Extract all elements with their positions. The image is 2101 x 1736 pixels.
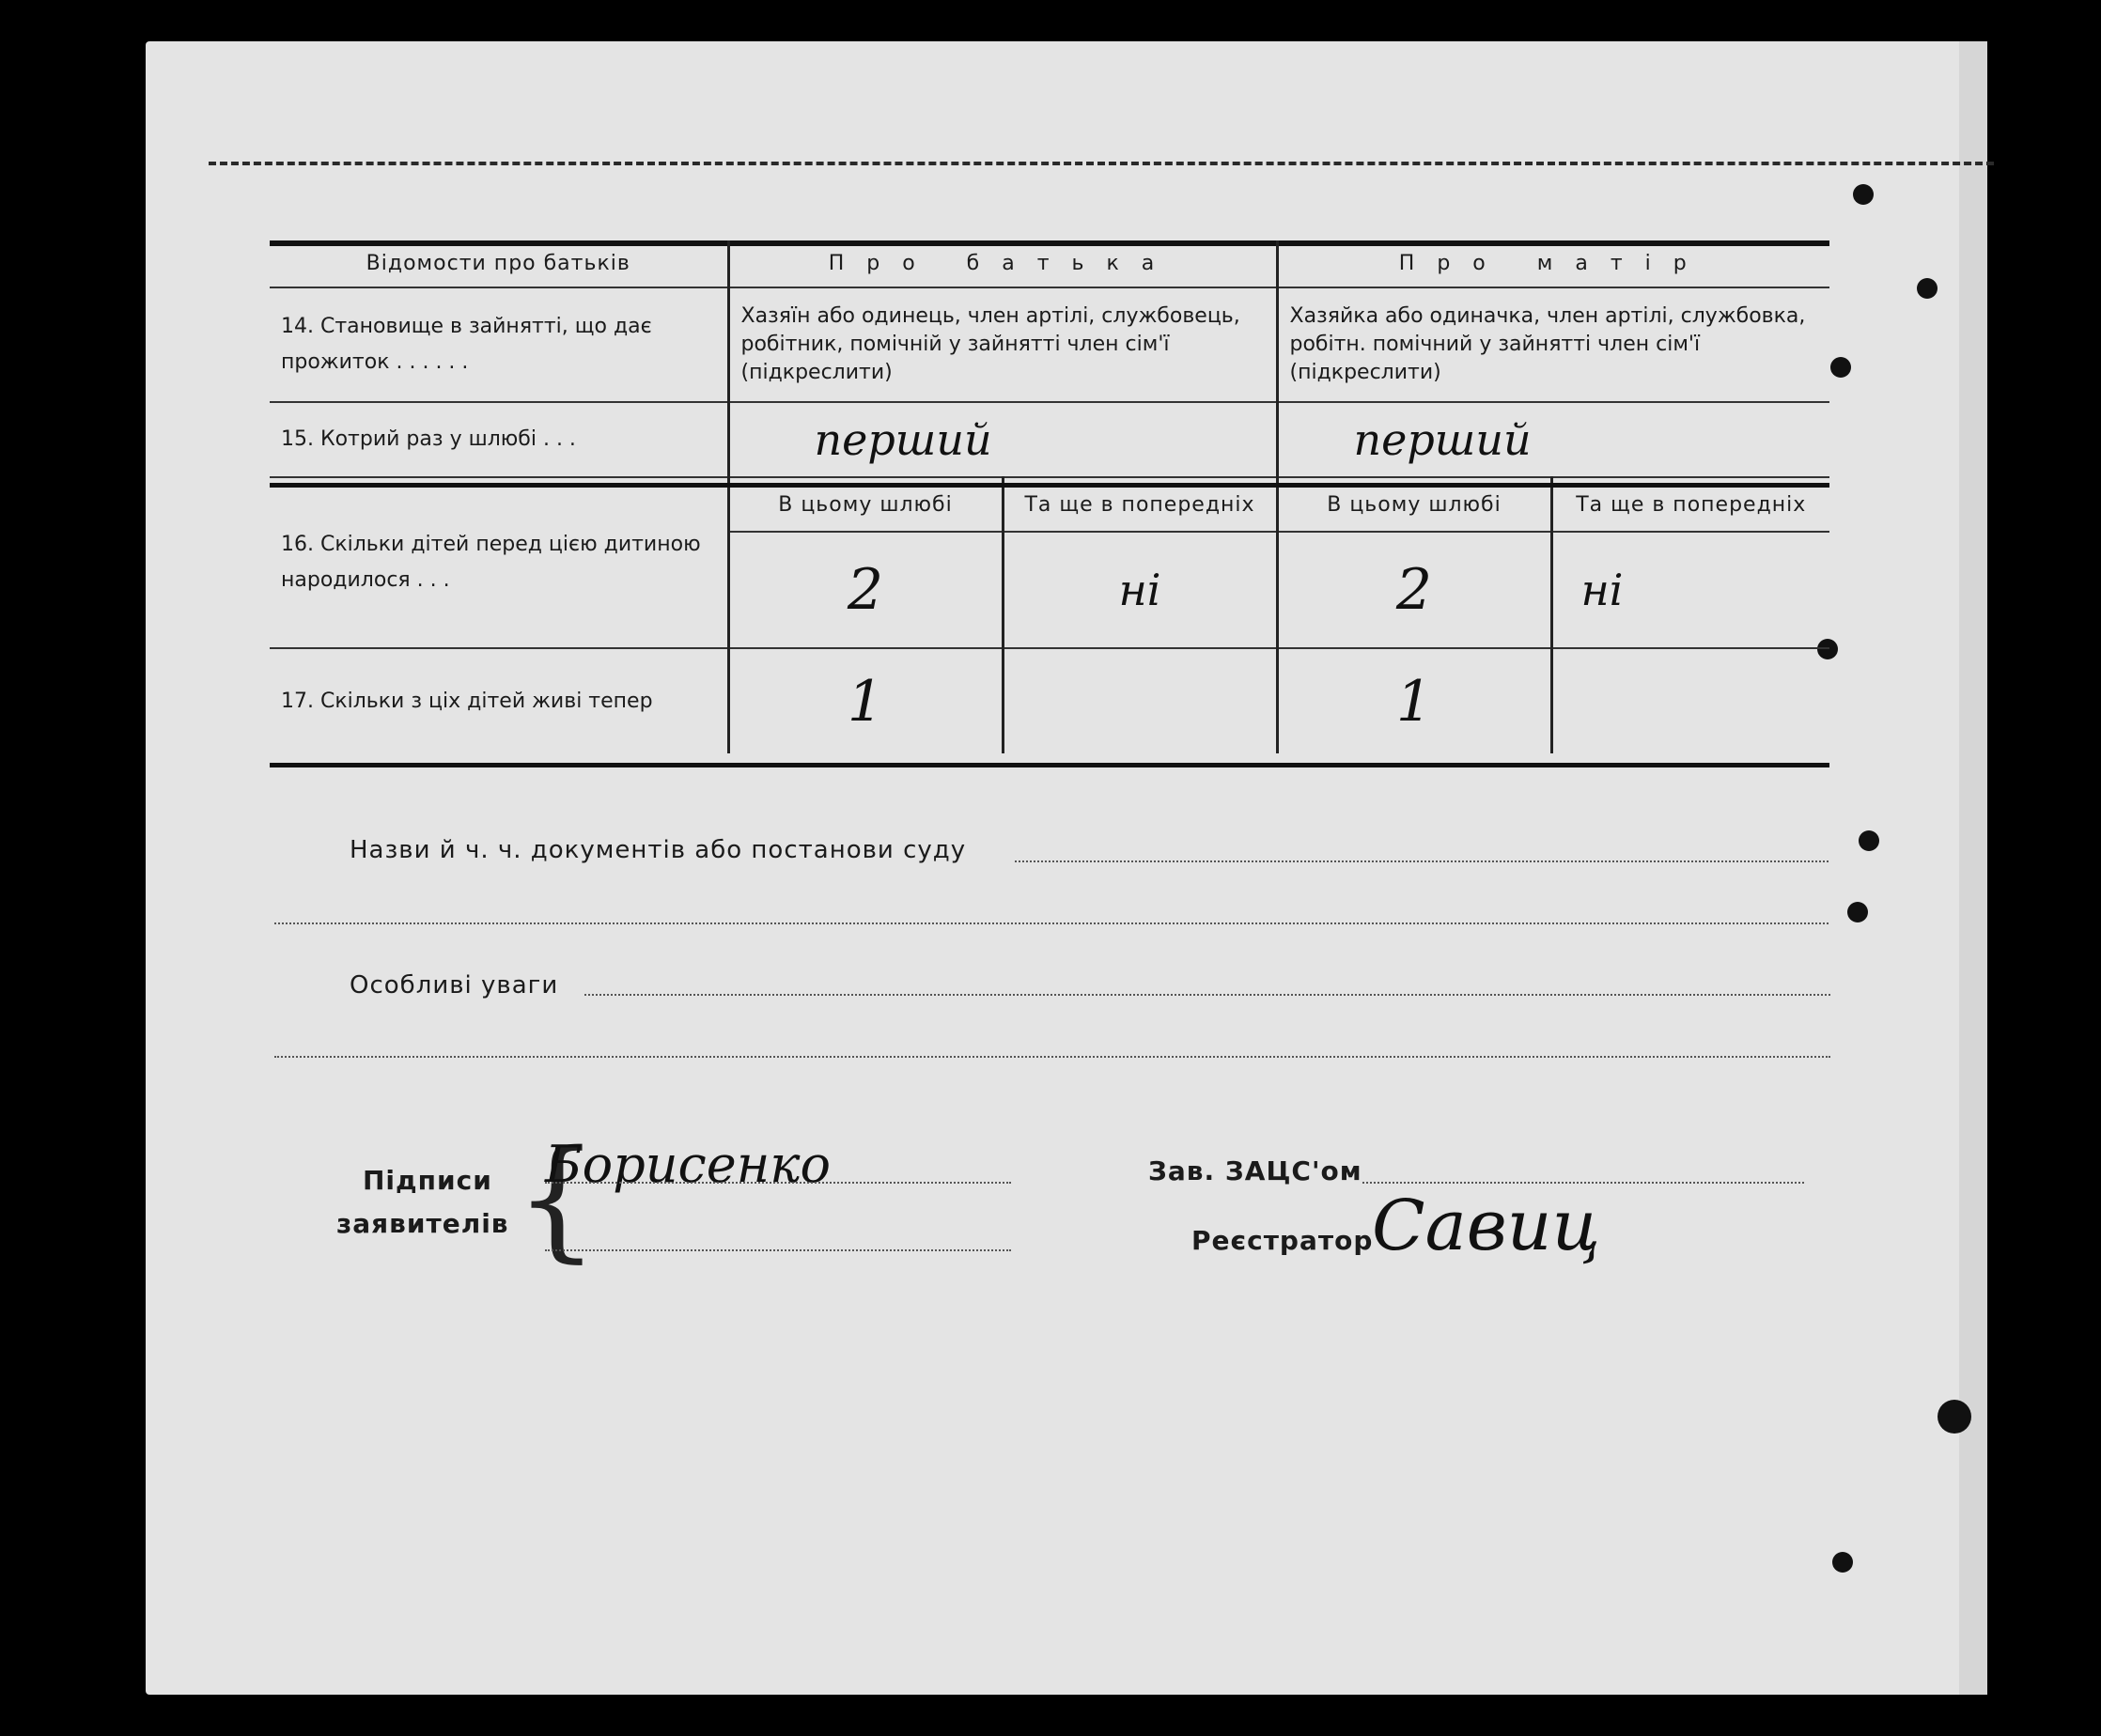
father-children-alive: 1 <box>728 648 1003 753</box>
registrar-label: Реєстратор <box>1191 1225 1374 1256</box>
punch-hole <box>1832 1552 1853 1573</box>
question-15-label: 15. Котрий раз у шлюбі . . . <box>270 402 728 477</box>
mother-occupation-options: Хазяйка або одиначка, член артілі, службовка, робітн. помічний у зайнятті член сім'ї (підкреслити) <box>1277 287 1829 402</box>
remarks-label: Особливі уваги <box>350 971 559 1000</box>
header-parents-info: Відомости про батьків <box>270 240 728 287</box>
father-children-alive-prev <box>1003 648 1277 753</box>
subheader-father-this: В цьому шлюбі <box>728 477 1003 532</box>
table-header-row <box>270 240 1829 287</box>
table-bottom-rule <box>270 763 1829 767</box>
mother-children-this: 2 <box>1277 532 1551 648</box>
applicants-signature-label-2: заявителів <box>336 1208 509 1239</box>
row-14 <box>270 287 1829 402</box>
punch-hole <box>1847 902 1868 922</box>
parents-info-table <box>270 240 1829 753</box>
perforation-line <box>209 162 1994 165</box>
father-occupation-options: Хазяїн або одинець, член артілі, службовець, робітник, помічній у зайнятті член сім'ї (підкреслити) <box>728 287 1277 402</box>
applicants-signature-label-1: Підписи <box>363 1165 492 1196</box>
subheader-father-prev: Та ще в попередніх <box>1003 477 1277 532</box>
mother-children-alive: 1 <box>1277 648 1551 753</box>
sheet-edge <box>1959 41 1987 1695</box>
question-14-label: 14. Становище в зайнятті, що дає прожиток . . . . . . <box>270 287 728 402</box>
question-16-label: 16. Скільки дітей перед цією дитиною народилося . . . <box>270 477 728 648</box>
registrar-signature: Савиц <box>1372 1186 1601 1266</box>
father-children-prev: ні <box>1003 532 1277 648</box>
head-zags-label: Зав. ЗАЦС'ом <box>1148 1155 1362 1186</box>
mother-marriage-number: перший <box>1277 402 1829 477</box>
header-mother: Про матір <box>1277 240 1829 287</box>
table-mid-rule <box>270 483 1829 488</box>
row-17 <box>270 648 1829 753</box>
signature-brace: { <box>515 1123 599 1276</box>
punch-hole <box>1917 278 1938 299</box>
header-father: Про батька <box>728 240 1277 287</box>
row-15 <box>270 402 1829 477</box>
documents-label: Назви й ч. ч. документів або постанови суду <box>350 836 967 864</box>
punch-hole <box>1853 184 1874 205</box>
head-zags-line <box>1362 1182 1804 1184</box>
mother-children-prev: ні <box>1551 532 1829 648</box>
remarks-line-2 <box>274 1056 1830 1058</box>
remarks-line <box>584 994 1830 996</box>
applicant-signature-line-1 <box>545 1182 1011 1184</box>
applicant-signature: Борисенко <box>545 1135 832 1194</box>
subheader-mother-prev: Та ще в попередніх <box>1551 477 1829 532</box>
documents-line <box>1015 860 1829 862</box>
question-17-label: 17. Скільки з ціх дітей живі тепер <box>270 648 728 753</box>
documents-line-2 <box>274 922 1829 924</box>
applicant-signature-line-2 <box>545 1249 1011 1251</box>
father-children-this: 2 <box>728 532 1003 648</box>
subheader-mother-this: В цьому шлюбі <box>1277 477 1551 532</box>
punch-hole <box>1859 830 1879 851</box>
mother-children-alive-prev <box>1551 648 1829 753</box>
punch-hole <box>1830 357 1851 378</box>
punch-hole <box>1938 1400 1971 1434</box>
father-marriage-number: перший <box>728 402 1277 477</box>
